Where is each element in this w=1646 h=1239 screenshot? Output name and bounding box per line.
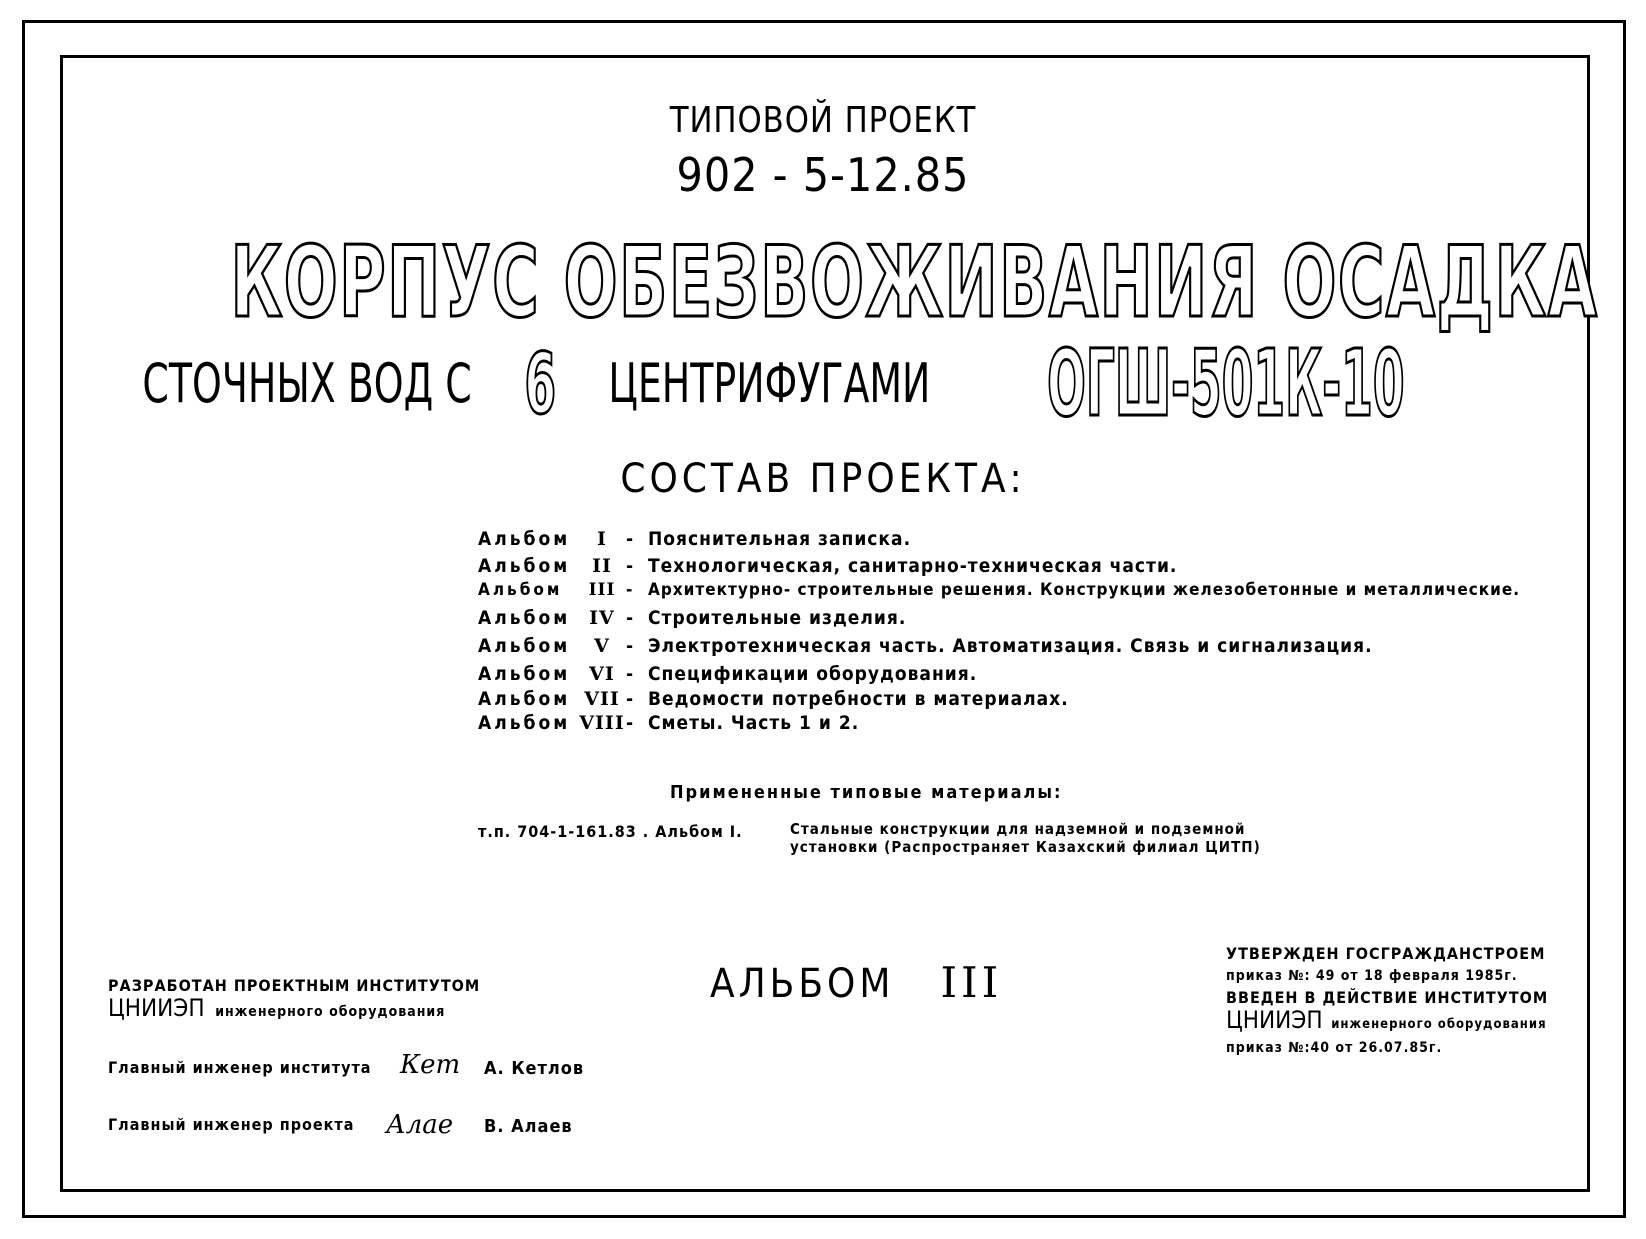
album-roman: VI [589,663,615,685]
album-title [710,958,1002,1007]
album-text: Архитектурно- строительные решения. Конструкции железобетонные и металлические. [648,580,1521,600]
album-text: Сметы. Часть 1 и 2. [648,712,860,734]
album-row [478,663,977,685]
materials-desc-line1: Стальные конструкции для надземной и подземной [790,820,1246,838]
album-text: Технологическая, санитарно-техническая части. [648,555,1178,577]
signature-mark: Кет [400,1050,461,1080]
approval-line5: приказ №:40 от 26.07.85г. [1226,1040,1443,1056]
album-row [478,607,906,629]
album-roman: VIII [579,712,625,734]
album-dash: - [626,528,635,550]
developer-org-rest: инженерного оборудования [215,1004,446,1020]
album-row [478,580,1520,600]
album-dash: - [626,555,635,577]
album-row [478,528,911,550]
materials-ref: т.п. 704-1-161.83 . Альбом I. [478,822,743,841]
album-row [478,555,1177,577]
album-label: Альбом [478,580,563,600]
title-line-2 [0,330,1646,437]
album-roman: II [592,555,612,577]
album-roman: VII [584,688,620,710]
signature-name: А. Кетлов [484,1058,585,1079]
approval-org-rest: инженерного оборудования [1331,1017,1547,1032]
title-line-2-part1: СТОЧНЫХ ВОД С [141,352,472,415]
album-label: Альбом [478,528,571,550]
approval-line3: ВВЕДЕН В ДЕЙСТВИЕ ИНСТИТУТОМ [1226,988,1549,1007]
album-roman: I [597,528,607,550]
album-label: Альбом [478,555,571,577]
album-roman: III [588,580,616,600]
album-roman: IV [589,607,615,629]
album-dash: - [626,580,634,600]
signature-mark: Алае [386,1110,454,1140]
project-label: ТИПОВОЙ ПРОЕКТ [669,100,977,141]
materials-heading: Примененные типовые материалы: [670,782,1063,803]
album-label: Альбом [478,688,571,710]
album-text: Спецификации оборудования. [648,663,978,685]
approval-line1: УТВЕРЖДЕН ГОСГРАЖДАНСТРОЕМ [1226,944,1546,963]
album-text: Электротехническая часть. Автоматизация. Связь и сигнализация. [648,635,1373,657]
album-dash: - [626,688,635,710]
materials-desc-line2: установки (Распространяет Казахский филиал ЦИТП) [790,838,1261,856]
title-model: ОГШ-501К-10 [1046,330,1405,437]
approval-org-name: ЦНИИЭП [1226,1006,1323,1034]
approval-line2: приказ №: 49 от 18 февраля 1985г. [1226,968,1518,984]
album-dash: - [626,663,635,685]
album-label: Альбом [478,607,571,629]
developer-org [108,994,445,1022]
signature-role: Главный инженер института [108,1058,372,1077]
album-text: Ведомости потребности в материалах. [648,688,1069,710]
album-roman: V [594,635,610,657]
album-label: Альбом [478,663,571,685]
title-line-1: КОРПУС ОБЕЗВОЖИВАНИЯ ОСАДКА [230,226,1599,340]
album-row [478,688,1069,710]
album-label: Альбом [478,635,571,657]
signature-name: В. Алаев [484,1116,573,1137]
album-title-label: АЛЬБОМ [710,961,895,1007]
album-row [478,712,859,734]
album-title-roman: III [940,958,1003,1007]
approval-org [1226,1006,1547,1034]
album-dash: - [626,712,635,734]
signature-role: Главный инженер проекта [108,1115,355,1134]
album-text: Пояснительная записка. [648,528,912,550]
developer-org-name: ЦНИИЭП [108,994,205,1022]
composition-heading: СОСТАВ ПРОЕКТА: [620,456,1026,502]
title-count: 6 [524,334,557,433]
album-dash: - [626,635,635,657]
album-label: Альбом [478,712,571,734]
album-text: Строительные изделия. [648,607,907,629]
title-line-2-part2: ЦЕНТРИФУГАМИ [608,352,931,415]
developer-line1: РАЗРАБОТАН ПРОЕКТНЫМ ИНСТИТУТОМ [108,976,481,995]
album-row [478,635,1373,657]
album-dash: - [626,607,635,629]
project-number: 902 - 5-12.85 [676,148,970,202]
